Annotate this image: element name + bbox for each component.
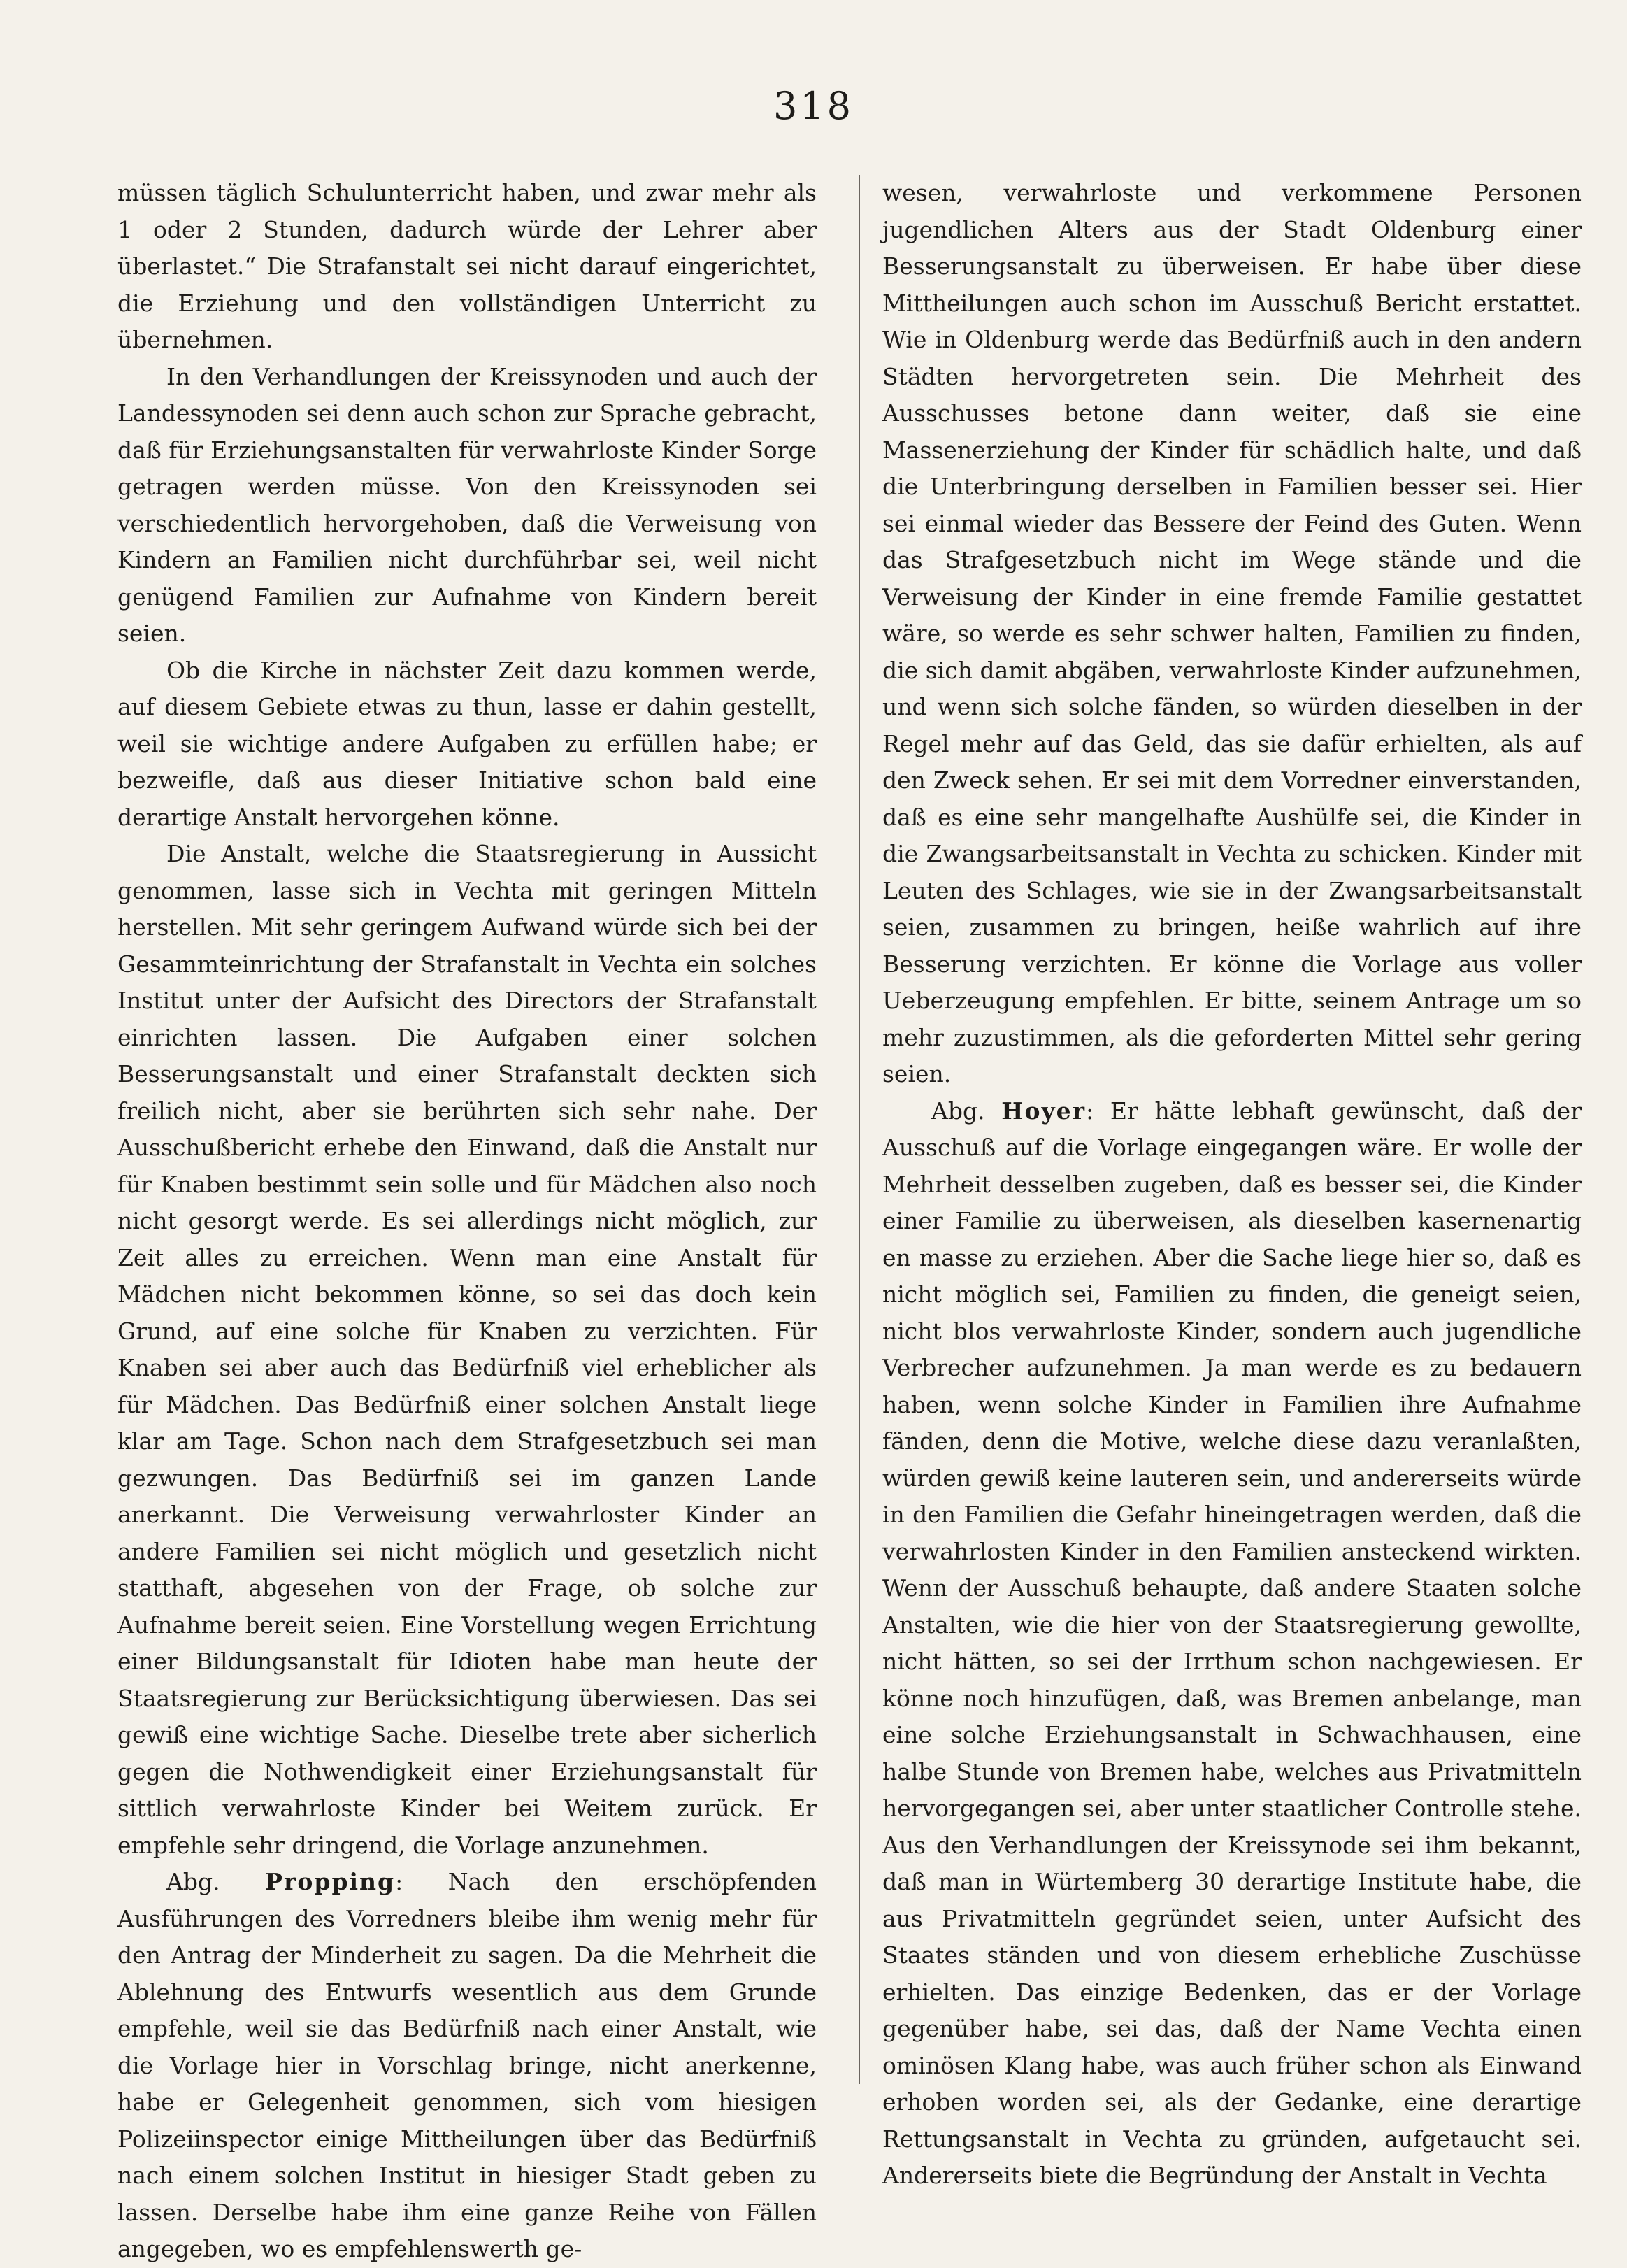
paragraph: Die Anstalt, welche die Staatsregierung in Aussicht genommen, lasse sich in Vechta mit geringen Mitteln herstellen. Mit sehr geringem Aufwand würde sich bei der Gesammteinrichtung der Strafanstalt in Vechta ein solches Institut unter der Aufsicht des Directors der Strafanstalt einrichten lassen. Die Aufgaben einer solchen Besserungsanstalt und einer Strafanstalt deckten sich freilich nicht, aber sie berührten sich sehr nahe. Der Ausschußbericht erhebe den Einwand, daß die Anstalt nur für Knaben bestimmt sein solle und für Mädchen also noch nicht gesorgt werde. Es sei allerdings nicht möglich, zur Zeit alles zu erreichen. Wenn man eine Anstalt für Mädchen nicht bekommen könne, so sei das doch kein Grund, auf eine solche für Knaben zu verzichten. Für Knaben sei aber auch das Bedürfniß viel erheblicher als für Mädchen. Das Bedürfniß einer solchen Anstalt liege klar am Tage. Schon nach dem Strafgesetzbuch sei man gezwungen. Das Bedürfniß sei im ganzen Lande anerkannt. Die Verweisung verwahrloster Kinder an andere Familien sei nicht möglich und gesetzlich nicht statthaft, abgesehen von der Frage, ob solche zur Aufnahme bereit seien. Eine Vorstellung wegen Errichtung einer Bildungsanstalt für Idioten habe man heute der Staatsregierung zur Berücksichtigung überwiesen. Das sei gewiß eine wichtige Sache. Dieselbe trete aber sicherlich gegen die Nothwendigkeit einer Erziehungsanstalt für sittlich verwahrloste Kinder bei Weitem zurück. Er empfehle sehr dringend, die Vorlage anzunehmen. [117,840,817,1859]
speech-paragraph [882,1093,1582,2195]
paragraph: In den Verhandlungen der Kreissynoden und auch der Landessynoden sei denn auch schon zur Sprache gebracht, daß für Erziehungsanstalten für verwahrloste Kinder Sorge getragen werden müsse. Von den Kreissynoden sei verschiedentlich hervorgehoben, daß die Verweisung von Kindern an Familien nicht durchführbar sei, weil nicht genügend Familien zur Aufnahme von Kindern bereit seien. [117,362,817,647]
speech-text: : Nach den erschöpfenden Ausführungen des Vorredners bleibe ihm wenig mehr für den Antrag der Minderheit zu sagen. Da die Mehrheit die Ablehnung des Entwurfs wesentlich aus dem Grunde empfehle, weil sie das Bedürfniß nach einer Anstalt, wie die Vorlage hier in Vorschlag bringe, nicht anerkenne, habe er Gelegenheit genommen, sich vom hiesigen Polizeiinspector einige Mittheilungen über das Bedürfniß nach einem solchen Institut in hiesiger Stadt geben zu lassen. Derselbe habe ihm eine ganze Reihe von Fällen angegeben, wo es empfehlenswerth ge- [117,1868,817,2262]
paragraph: Ob die Kirche in nächster Zeit dazu kommen werde, auf diesem Gebiete etwas zu thun, lasse er dahin gestellt, weil sie wichtige andere Aufgaben zu erfüllen habe; er bezweifle, daß aus dieser Initiative schon bald eine derartige Anstalt hervorgehen könne. [117,656,817,831]
paragraph: wesen, verwahrloste und verkommene Personen jugendlichen Alters aus der Stadt Oldenburg einer Besserungsanstalt zu überweisen. Er habe über diese Mittheilungen auch schon im Ausschuß Bericht erstattet. Wie in Oldenburg werde das Bedürfniß auch in den andern Städten hervorgetreten sein. Die Mehrheit des Ausschusses betone dann weiter, daß sie eine Massenerziehung der Kinder für schädlich halte, und daß die Unterbringung derselben in Familien besser sei. Hier sei einmal wieder das Bessere der Feind des Guten. Wenn das Strafgesetzbuch nicht im Wege stände und die Verweisung der Kinder in eine fremde Familie gestattet wäre, so werde es sehr schwer halten, Familien zu finden, die sich damit abgäben, verwahrloste Kinder aufzunehmen, und wenn sich solche fänden, so würden dieselben in der Regel mehr auf das Geld, das sie dafür erhielten, als auf den Zweck sehen. Er sei mit dem Vorredner einverstanden, daß es eine sehr mangelhafte Aushülfe sei, die Kinder in die Zwangsarbeitsanstalt in Vechta zu schicken. Kinder mit Leuten des Schlages, wie sie in der Zwangsarbeitsanstalt seien, zusammen zu bringen, heiße wahrlich auf ihre Besserung verzichten. Er könne die Vorlage aus voller Ueberzeugung empfehlen. Er bitte, seinem Antrage um so mehr zuzustimmen, als die geforderten Mittel sehr gering seien. [882,179,1582,1087]
speaker-name: Hoyer [1001,1097,1087,1125]
right-column [882,175,1582,2195]
column-divider [859,175,860,2084]
speech-paragraph [117,1864,817,2268]
page-number: 318 [773,84,854,128]
speech-prefix: Abg. [931,1097,985,1125]
paragraph: müssen täglich Schulunterricht haben, und zwar mehr als 1 oder 2 Stunden, dadurch würde der Lehrer aber überlastet.“ Die Strafanstalt sei nicht darauf eingerichtet, die Erziehung und den vollständigen Unterricht zu übernehmen. [117,179,817,353]
speech-prefix: Abg. [166,1868,220,1895]
speech-text: : Er hätte lebhaft gewünscht, daß der Ausschuß auf die Vorlage eingegangen wäre. Er wolle der Mehrheit desselben zugeben, daß es besser sei, die Kinder einer Familie zu überweisen, als dieselben kasernenartig en masse zu erziehen. Aber die Sache liege hier so, daß es nicht möglich sei, Familien zu finden, die geneigt seien, nicht blos verwahrloste Kinder, sondern auch jugendliche Verbrecher aufzunehmen. Ja man werde es zu bedauern haben, wenn solche Kinder in Familien ihre Aufnahme fänden, denn die Motive, welche diese dazu veranlaßten, würden gewiß keine lauteren sein, und andererseits würde in den Familien die Gefahr hineingetragen werden, daß die verwahrlosten Kinder in den Familien ansteckend wirkten. Wenn der Ausschuß behaupte, daß andere Staaten solche Anstalten, wie die hier von der Staatsregierung gewollte, nicht hätten, so sei der Irrthum schon nachgewiesen. Er könne noch hinzufügen, daß, was Bremen anbelange, man eine solche Erziehungsanstalt in Schwachhausen, eine halbe Stunde von Bremen habe, welches aus Privatmitteln hervorgegangen sei, aber unter staatlicher Controlle stehe. Aus den Verhandlungen der Kreissynode sei ihm bekannt, daß man in Würtemberg 30 derartige Institute habe, die aus Privatmitteln gegründet seien, unter Aufsicht des Staates ständen und von diesem erhebliche Zuschüsse erhielten. Das einzige Bedenken, das er der Vorlage gegenüber habe, sei das, daß der Name Vechta einen ominösen Klang habe, was auch früher schon als Einwand erhoben worden sei, als der Gedanke, eine derartige Rettungsanstalt in Vechta zu gründen, aufgetaucht sei. Andererseits biete die Begründung der Anstalt in Vechta [882,1097,1582,2189]
left-column [117,175,817,2268]
speaker-name: Propping [265,1868,396,1895]
